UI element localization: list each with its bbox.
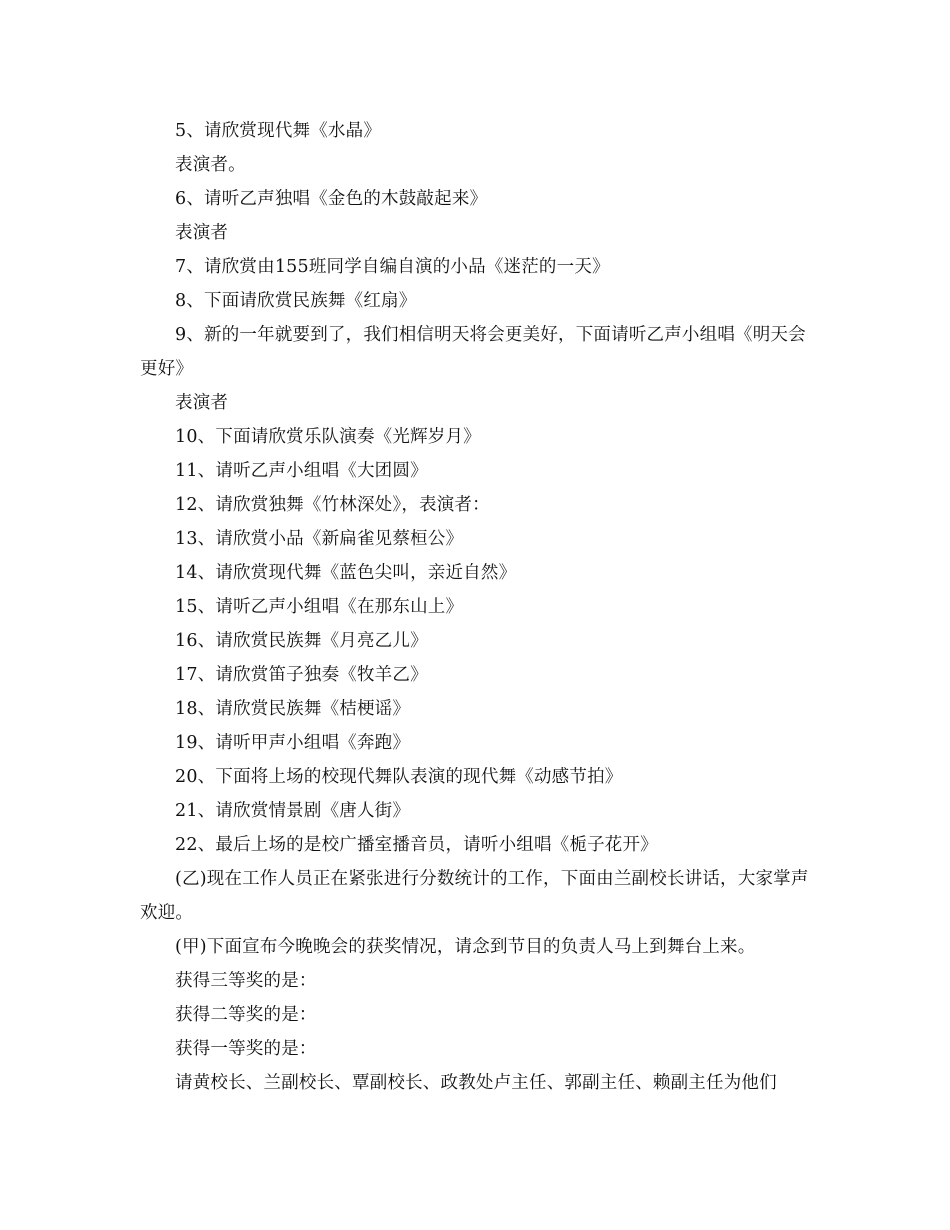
paragraph: 获得二等奖的是：: [175, 1005, 317, 1025]
paragraph: 16、请欣赏民族舞《月亮乙儿》: [175, 631, 428, 651]
paragraph: 9、新的一年就要到了，我们相信明天将会更美好，下面请听乙声小组唱《明天会更好》: [140, 325, 806, 379]
paragraph: 12、请欣赏独舞《竹林深处》，表演者：: [175, 495, 490, 515]
paragraph: (乙)现在工作人员正在紧张进行分数统计的工作，下面由兰副校长讲话，大家掌声欢迎。: [140, 869, 809, 923]
paragraph: 14、请欣赏现代舞《蓝色尖叫，亲近自然》: [175, 563, 517, 583]
paragraph: 表演者: [175, 393, 229, 413]
paragraph: 15、请听乙声小组唱《在那东山上》: [175, 597, 464, 617]
paragraph: 获得三等奖的是：: [175, 971, 317, 991]
paragraph: (甲)下面宣布今晚晚会的获奖情况，请念到节目的负责人马上到舞台上来。: [175, 937, 756, 957]
paragraph: 20、下面将上场的校现代舞队表演的现代舞《动感节拍》: [175, 767, 623, 787]
paragraph: 获得一等奖的是：: [175, 1039, 317, 1059]
paragraph: 21、请欣赏情景剧《唐人街》: [175, 801, 411, 821]
paragraph: 13、请欣赏小品《新扁雀见蔡桓公》: [175, 529, 464, 549]
paragraph: 19、请听甲声小组唱《奔跑》: [175, 733, 411, 753]
paragraph: 11、请听乙声小组唱《大团圆》: [175, 461, 428, 481]
paragraph: 10、下面请欣赏乐队演奏《光辉岁月》: [175, 427, 481, 447]
paragraph: 8、下面请欣赏民族舞《红扇》: [175, 291, 417, 311]
paragraph: 表演者。: [175, 155, 246, 175]
document-body: [140, 114, 812, 1100]
paragraph: 17、请欣赏笛子独奏《牧羊乙》: [175, 665, 428, 685]
paragraph: 6、请听乙声独唱《金色的木鼓敲起来》: [175, 189, 488, 209]
paragraph: 7、请欣赏由155班同学自编自演的小品《迷茫的一天》: [175, 257, 610, 277]
paragraph: 5、请欣赏现代舞《水晶》: [175, 121, 382, 141]
paragraph: 请黄校长、兰副校长、覃副校长、政教处卢主任、郭副主任、赖副主任为他们: [175, 1073, 777, 1093]
paragraph: 18、请欣赏民族舞《桔梗谣》: [175, 699, 411, 719]
paragraph: 表演者: [175, 223, 229, 243]
paragraph: 22、最后上场的是校广播室播音员，请听小组唱《栀子花开》: [175, 835, 658, 855]
